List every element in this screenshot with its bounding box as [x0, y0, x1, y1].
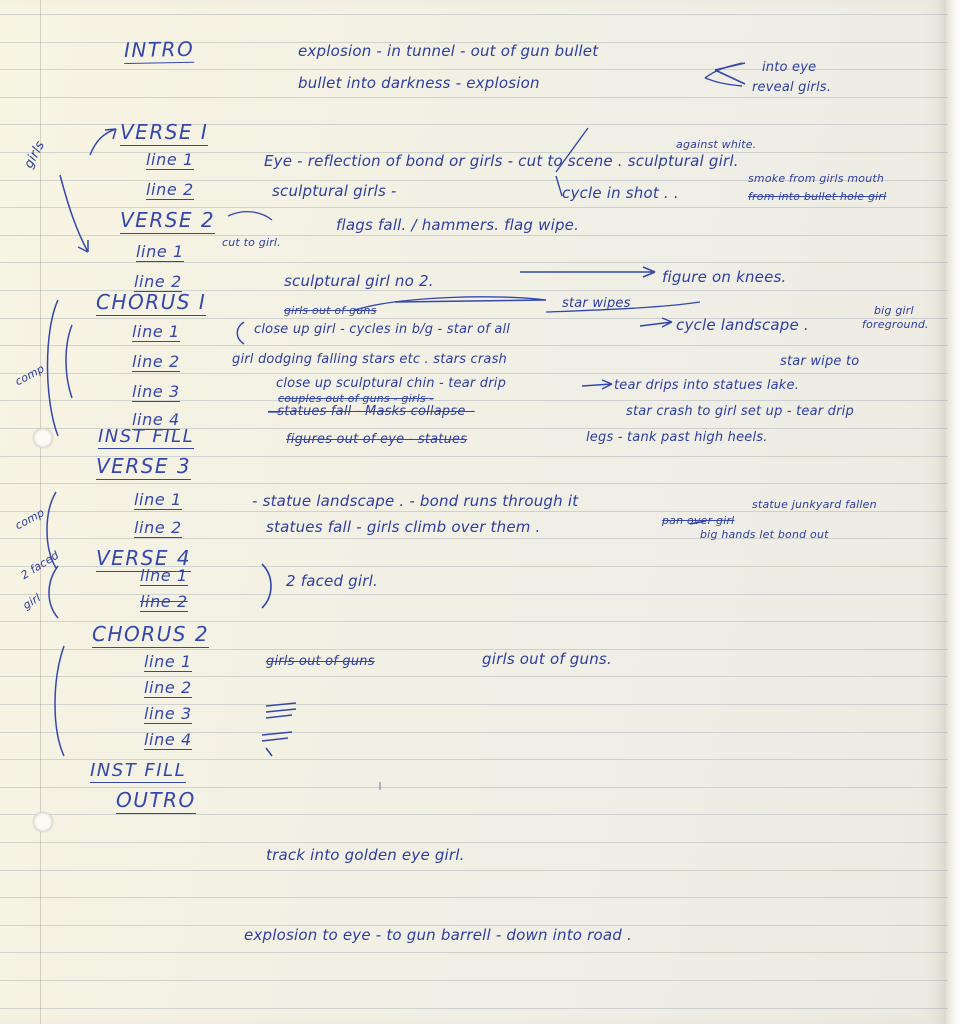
- verse-4-text: 2 faced girl.: [286, 572, 378, 590]
- verse-2-line-2-label: line 2: [134, 272, 182, 291]
- verse-3-line-2-text: statues fall - girls climb over them .: [266, 518, 541, 536]
- verse-1-line-2-struck: from into bullet hole girl: [748, 190, 887, 203]
- chorus-1-label: CHORUS I: [96, 290, 207, 314]
- chorus-1-line-3-text: close up sculptural chin - tear drip: [276, 376, 507, 391]
- verse-1-label: VERSE I: [120, 120, 209, 144]
- chorus-1-line-3-right: tear drips into statues lake.: [614, 378, 800, 393]
- chorus-2-label: CHORUS 2: [92, 622, 210, 646]
- verse-2-line-1-label: line 1: [136, 242, 184, 261]
- intro-line-2: bullet into darkness - explosion: [298, 74, 540, 92]
- verse-1-line-2-text: sculptural girls -: [272, 182, 397, 200]
- footer-line-2: explosion to eye - to gun barrell - down into road .: [244, 926, 632, 944]
- verse-3-line-1-text: - statue landscape . - bond runs through it: [252, 492, 579, 510]
- intro-branch-top: into eye: [762, 60, 817, 75]
- verse-1-line-1-text: Eye - reflection of bond or girls - cut to scene . sculptural girl.: [264, 152, 739, 170]
- verse-4-label: VERSE 4: [96, 546, 192, 570]
- chorus-1-line-3-label: line 3: [132, 382, 180, 401]
- chorus-1-line-1-note: star wipes: [562, 296, 631, 311]
- inst-fill-1-struck: figures out of eye - statues: [286, 432, 468, 447]
- verse-1-line-1-note: against white.: [676, 138, 757, 151]
- chorus-2-line-2-label: line 2: [144, 678, 192, 697]
- chorus-1-line-1-struck: girls out of guns: [284, 304, 377, 317]
- verse-3-bracket-label: comp: [12, 506, 47, 533]
- chorus-1-line-4-struck: - statues fall - Masks collapse -: [268, 404, 475, 419]
- verse-4-line-1-label: line 1: [140, 566, 188, 585]
- chorus-2-line-1-text: girls out of guns.: [482, 650, 612, 668]
- verse-3-line-2-right: big hands let bond out: [700, 528, 829, 541]
- intro-branch-bottom: reveal girls.: [752, 80, 832, 95]
- verse-4-bracket-label-top: 2 faced: [18, 548, 62, 583]
- verse-1-line-2-note-right: smoke from girls mouth: [748, 172, 885, 185]
- inst-fill-1-label: INST FILL: [98, 426, 195, 447]
- verse-4-line-2-label: line 2: [140, 592, 188, 611]
- verse-3-line-2-struck: pan over girl: [662, 514, 735, 527]
- chorus-2-line-4-label: line 4: [144, 730, 192, 749]
- verse-2-line-2-text: sculptural girl no 2.: [284, 272, 434, 290]
- chorus-1-line-4-label: line 4: [132, 410, 180, 429]
- verse-3-line-2-label: line 2: [134, 518, 182, 537]
- paper-right-edge: [946, 0, 960, 1024]
- chorus-1-line-2-label: line 2: [132, 352, 180, 371]
- verse-1-line-1-label: line 1: [146, 150, 194, 169]
- chorus-1-line-1-right: cycle landscape .: [676, 316, 809, 334]
- chorus-1-line-1-far-right-bottom: foreground.: [862, 318, 929, 331]
- verse-2-cut-note: cut to girl.: [222, 236, 281, 249]
- verse-1-line-2-label: line 2: [146, 180, 194, 199]
- inst-fill-1-text: legs - tank past high heels.: [586, 430, 768, 445]
- chorus-1-line-2-text: girl dodging falling stars etc . stars crash: [232, 352, 507, 367]
- verse-2-line-1-text: flags fall. / hammers. flag wipe.: [336, 216, 580, 234]
- chorus-1-line-4-text: star crash to girl set up - tear drip: [626, 404, 854, 419]
- footer-line-1: track into golden eye girl.: [266, 846, 465, 864]
- verse-4-bracket-label-bottom: girl: [20, 591, 44, 613]
- chorus-1-line-3-struck: couples out of guns - girls -: [278, 392, 434, 405]
- intro-line-1: explosion - in tunnel - out of gun bullet: [298, 42, 599, 60]
- verse-3-line-1-right: statue junkyard fallen: [752, 498, 877, 511]
- chorus-1-line-1-label: line 1: [132, 322, 180, 341]
- chorus-2-line-1-struck: girls out of guns: [266, 654, 375, 669]
- verse-1-line-2-note: cycle in shot . .: [562, 184, 679, 202]
- chorus-1-bracket-label: comp: [12, 362, 47, 389]
- inst-fill-2-label: INST FILL: [90, 760, 187, 781]
- outro-label: OUTRO: [116, 788, 196, 812]
- verse-3-label: VERSE 3: [96, 454, 192, 478]
- verse-2-label: VERSE 2: [120, 208, 216, 232]
- chorus-1-line-1-text: close up girl - cycles in b/g - star of all: [254, 322, 511, 337]
- chorus-1-line-1-far-right-top: big girl: [874, 304, 914, 317]
- chorus-2-line-1-label: line 1: [144, 652, 192, 671]
- chorus-1-line-2-right: star wipe to: [780, 354, 860, 369]
- verse-3-line-1-label: line 1: [134, 490, 182, 509]
- verse-1-bracket-label: girls: [21, 138, 49, 172]
- chorus-2-line-3-label: line 3: [144, 704, 192, 723]
- intro-label: INTRO: [123, 36, 195, 62]
- verse-2-line-2-arrow-text: figure on knees.: [662, 268, 787, 286]
